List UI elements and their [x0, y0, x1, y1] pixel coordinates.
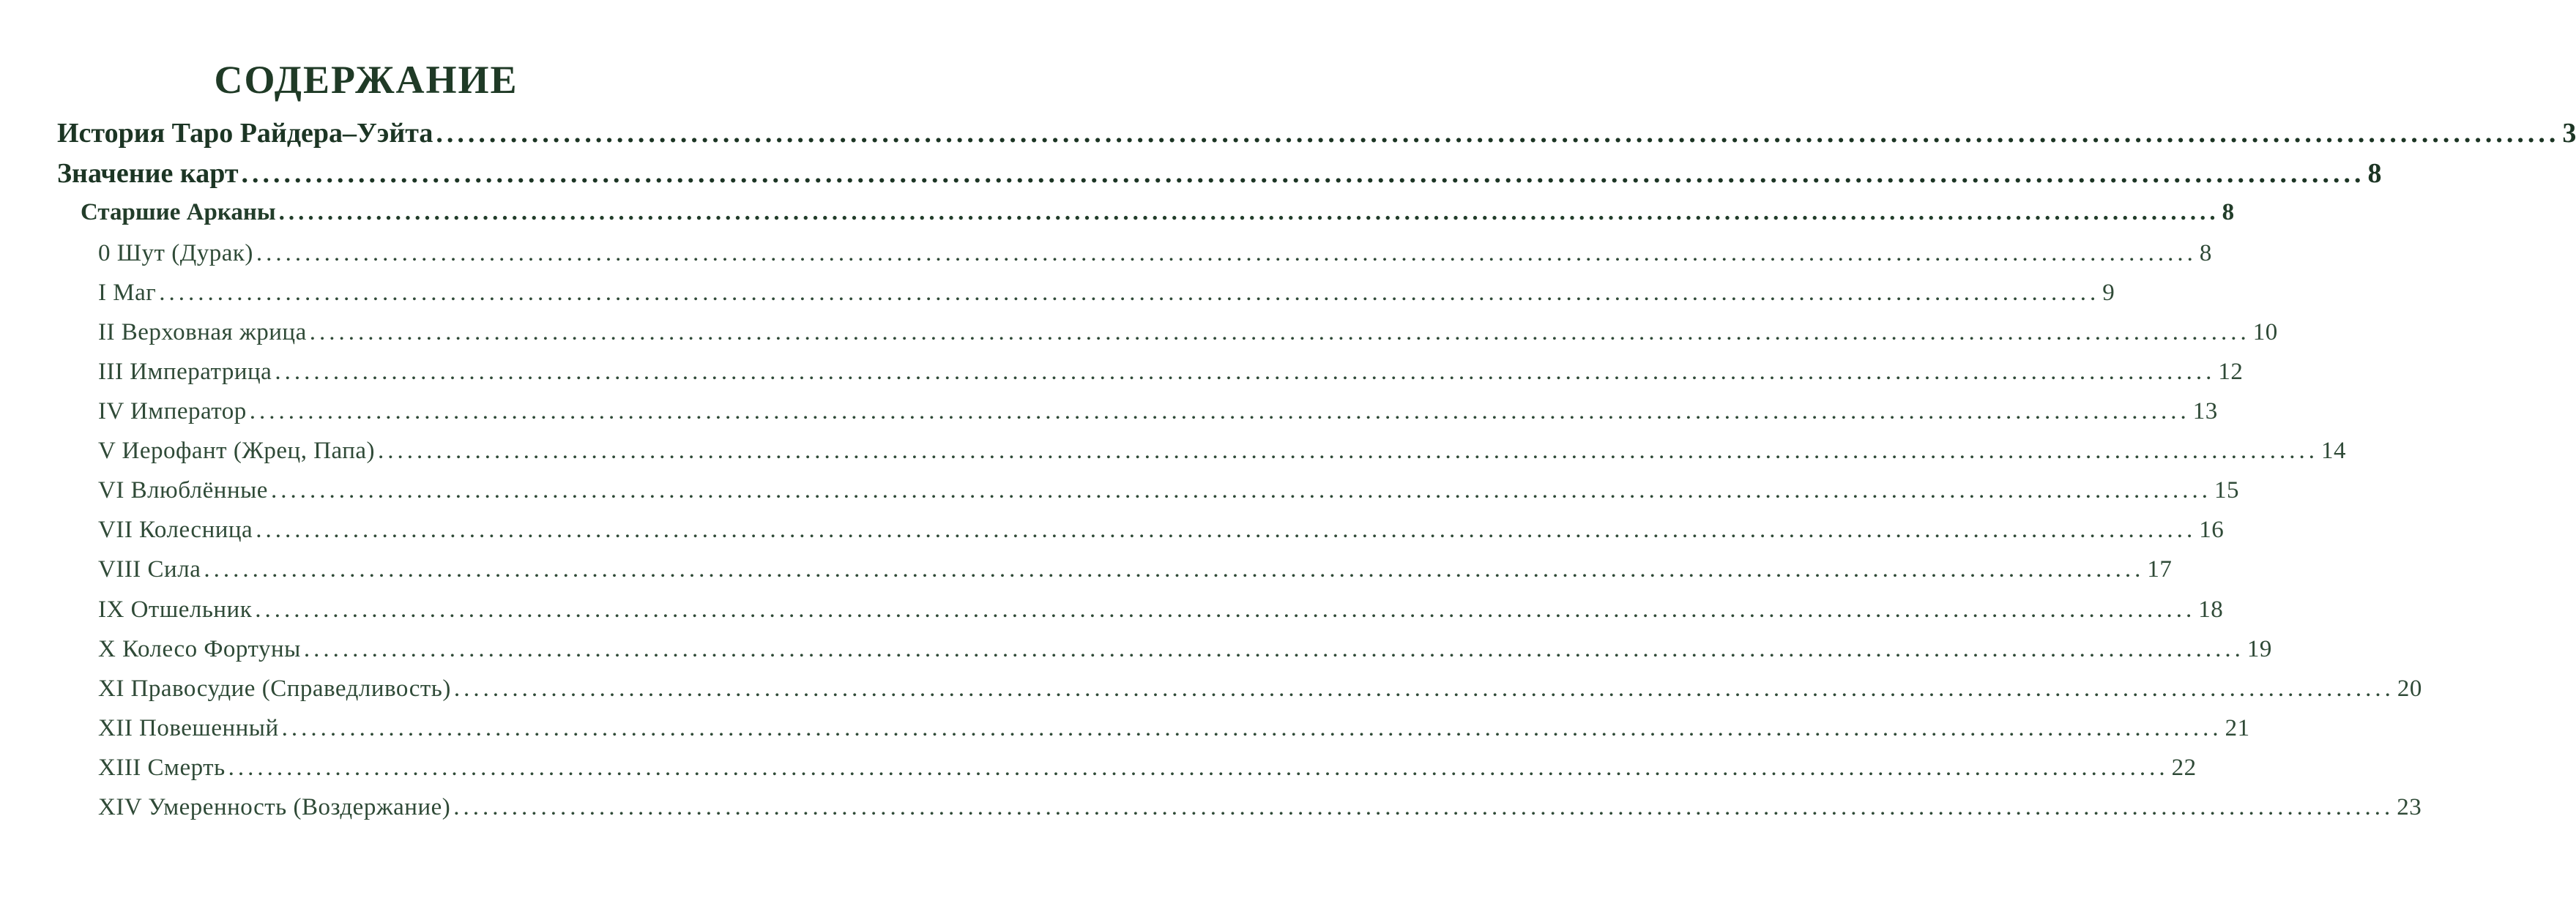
toc-entry-page-number: 22 — [2171, 755, 2197, 781]
dot-leader: ........................................................................................................................................................................................................ — [378, 438, 2319, 464]
toc-entry-label: Старшие Арканы — [81, 199, 276, 225]
dot-leader: ........................................................................................................................................................................................................ — [275, 359, 2216, 385]
toc-entry-page-number: 20 — [2397, 676, 2422, 702]
toc-entry-page-number: 10 — [2252, 319, 2278, 345]
toc-entry[interactable] — [98, 556, 2173, 583]
toc-entry-page-number: 16 — [2199, 517, 2225, 543]
dot-leader: ........................................................................................................................................................................................................ — [255, 596, 2196, 623]
toc-entry-label: XII Повешенный — [98, 715, 279, 741]
toc-entry[interactable] — [98, 398, 2218, 425]
dot-leader: ........................................................................................................................................................................................................ — [256, 517, 2197, 543]
toc-entry-page-number: 19 — [2246, 636, 2272, 662]
toc-entry[interactable] — [98, 280, 2115, 307]
toc-entry-label: V Иерофант (Жрец, Папа) — [98, 438, 376, 464]
toc-entry-page-number: 8 — [2199, 240, 2212, 266]
dot-leader: ........................................................................................................................................................................................................ — [256, 240, 2197, 266]
toc-entry-label: I Маг — [98, 280, 157, 306]
dot-leader: ........................................................................................................................................................................................................ — [249, 398, 2190, 424]
toc-entry[interactable] — [57, 117, 2576, 149]
toc-entry-label: X Колесо Фортуны — [98, 636, 301, 662]
toc-entry-page-number: 15 — [2214, 477, 2239, 504]
toc-entry[interactable] — [98, 240, 2212, 267]
dot-leader: ........................................................................................................................................................................................................ — [270, 477, 2211, 504]
toc-entry-label: VII Колесница — [98, 517, 253, 543]
toc-entry-page-number: 14 — [2321, 438, 2347, 464]
toc-entry[interactable] — [98, 596, 2224, 624]
dot-leader: ........................................................................................................................................................................................................ — [241, 158, 2365, 189]
toc-entry[interactable] — [98, 755, 2197, 782]
toc-entry[interactable] — [98, 438, 2347, 465]
dot-leader: ........................................................................................................................................................................................................ — [204, 556, 2145, 583]
toc-entry[interactable] — [98, 517, 2225, 544]
toc-entry-label: XIV Умеренность (Воздержание) — [98, 794, 451, 820]
toc-entry-page-number: 8 — [2367, 158, 2382, 189]
toc-entry-label: VIII Сила — [98, 556, 201, 583]
toc-entry-page-number: 21 — [2225, 715, 2250, 741]
toc-entry-label: IV Император — [98, 398, 247, 424]
toc-entry-label: XIII Смерть — [98, 755, 226, 781]
toc-entry-label: 0 Шут (Дурак) — [98, 240, 253, 266]
toc-entry-label: II Верховная жрица — [98, 319, 307, 345]
toc-entry-label: III Императрица — [98, 359, 272, 385]
dot-leader: ........................................................................................................................................................................................................ — [436, 118, 2560, 149]
toc-entry-page-number: 17 — [2147, 556, 2173, 583]
dot-leader: ........................................................................................................................................................................................................ — [453, 794, 2394, 820]
toc-entry[interactable] — [98, 715, 2250, 742]
toc-entry-page-number: 23 — [2397, 794, 2422, 820]
dot-leader: ........................................................................................................................................................................................................ — [309, 319, 2250, 345]
toc-entry[interactable] — [98, 359, 2244, 386]
dot-leader: ........................................................................................................................................................................................................ — [278, 199, 2219, 225]
toc-entry-page-number: 9 — [2102, 280, 2115, 306]
toc-entry-page-number: 18 — [2198, 596, 2224, 623]
page-title: СОДЕРЖАНИЕ — [214, 58, 518, 102]
toc-entry-label: XI Правосудие (Справедливость) — [98, 676, 451, 702]
toc-entry-label: IX Отшельник — [98, 596, 253, 623]
toc-entry[interactable] — [98, 794, 2422, 821]
dot-leader: ........................................................................................................................................................................................................ — [281, 715, 2222, 741]
toc-entry-page-number: 12 — [2218, 359, 2244, 385]
dot-leader: ........................................................................................................................................................................................................ — [303, 636, 2244, 662]
toc-entry-label: Значение карт — [57, 158, 239, 189]
toc-entry-page-number: 8 — [2222, 199, 2235, 225]
toc-entry[interactable] — [98, 636, 2272, 663]
dot-leader: ........................................................................................................................................................................................................ — [159, 280, 2100, 306]
toc-entry-page-number: 13 — [2192, 398, 2218, 424]
toc-entry[interactable] — [98, 676, 2422, 703]
dot-leader: ........................................................................................................................................................................................................ — [453, 676, 2394, 702]
toc-entry[interactable] — [98, 319, 2278, 346]
toc-entry-label: История Таро Райдера–Уэйта — [57, 118, 433, 149]
toc-entry[interactable] — [98, 477, 2239, 504]
toc-entry[interactable] — [57, 157, 2382, 190]
toc-entry[interactable] — [81, 199, 2235, 226]
toc-entry-page-number: 3 — [2562, 118, 2576, 149]
toc-entry-label: VI Влюблённые — [98, 477, 268, 504]
dot-leader: ........................................................................................................................................................................................................ — [228, 755, 2169, 781]
